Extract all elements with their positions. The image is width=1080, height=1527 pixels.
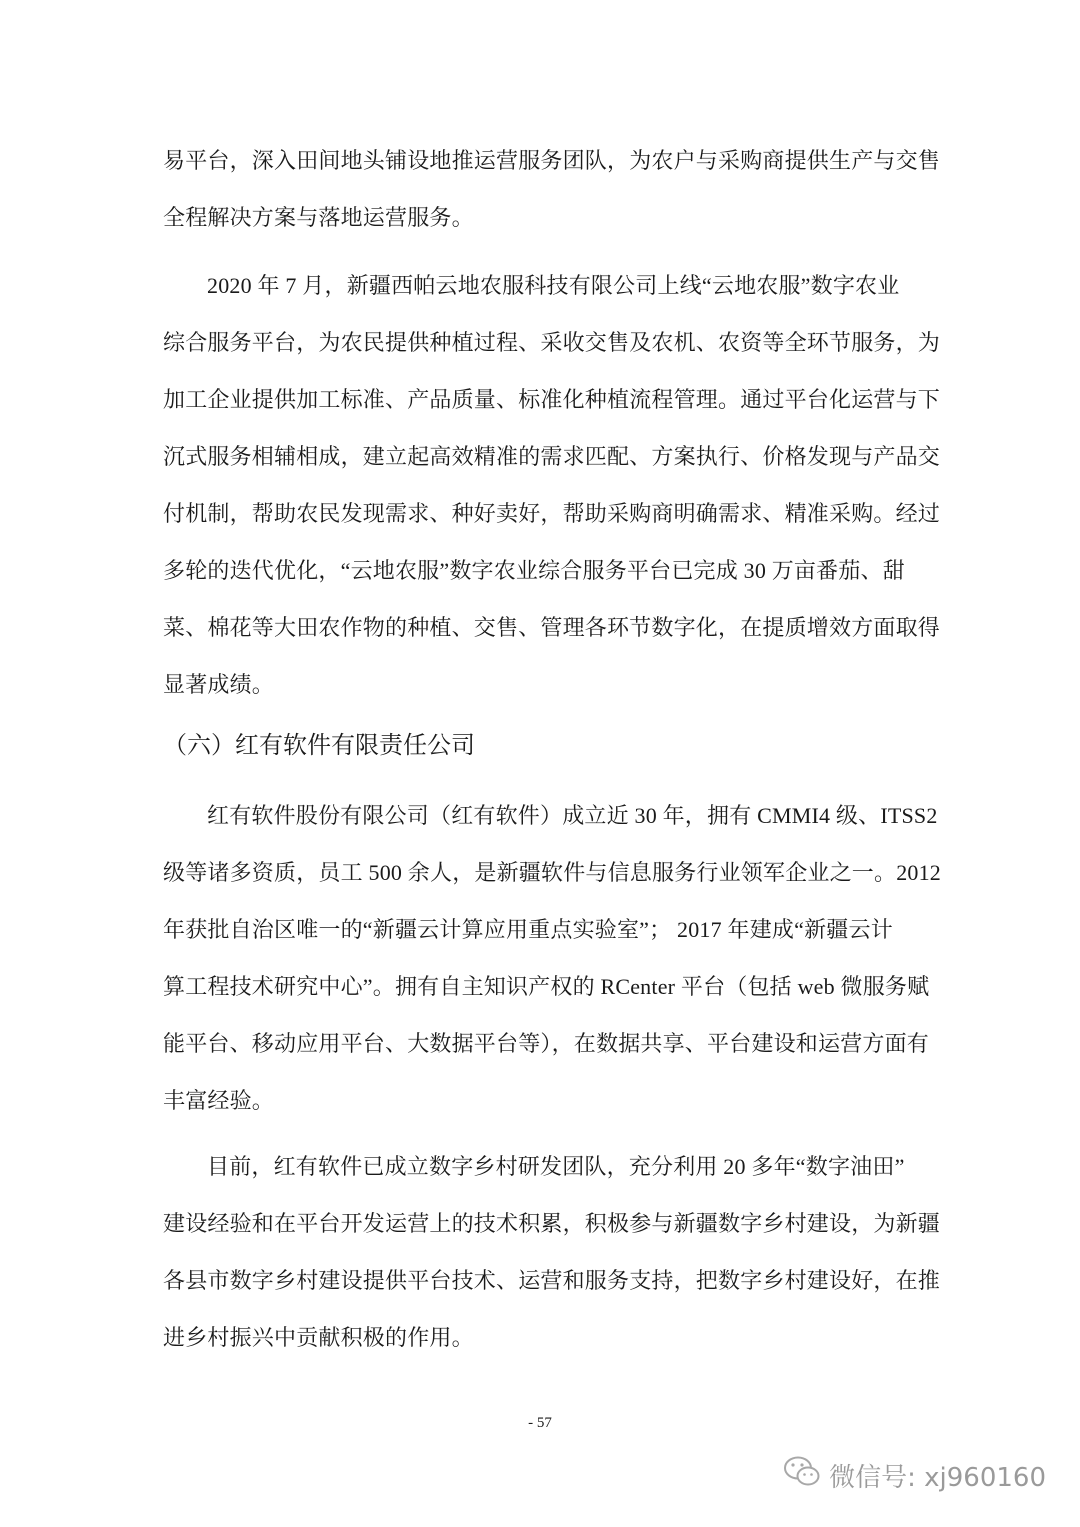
paragraph-1 — [163, 132, 941, 246]
text-line: 进乡村振兴中贡献积极的作用。 — [163, 1325, 474, 1350]
text-line: 红有软件股份有限公司（红有软件）成立近 30 年，拥有 CMMI4 级、ITSS2 — [207, 803, 938, 828]
text-line: 能平台、移动应用平台、大数据平台等），在数据共享、平台建设和运营方面有 — [163, 1031, 930, 1056]
wechat-icon — [783, 1455, 821, 1496]
text-line: 显著成绩。 — [163, 672, 275, 697]
text-line: 年获批自治区唯一的“新疆云计算应用重点实验室”； 2017 年建成“新疆云计 — [163, 917, 893, 942]
page-number: - 57 — [528, 1415, 552, 1431]
text-line: 丰富经验。 — [163, 1088, 275, 1113]
text-line: 建设经验和在平台开发运营上的技术积累，积极参与新疆数字乡村建设，为新疆 — [163, 1211, 941, 1236]
text-line: 全程解决方案与落地运营服务。 — [163, 205, 474, 230]
watermark — [783, 1455, 1046, 1496]
text-line: 各县市数字乡村建设提供平台技术、运营和服务支持，把数字乡村建设好，在推 — [163, 1268, 941, 1293]
text-line: 目前，红有软件已成立数字乡村研发团队，充分利用 20 多年“数字油田” — [207, 1154, 905, 1179]
section-heading: （六）红有软件有限责任公司 — [163, 731, 475, 759]
text-line: 加工企业提供加工标准、产品质量、标准化种植流程管理。通过平台化运营与下 — [163, 387, 941, 412]
text-line: 综合服务平台，为农民提供种植过程、采收交售及农机、农资等全环节服务，为 — [163, 330, 941, 355]
text-line: 沉式服务相辅相成，建立起高效精准的需求匹配、方案执行、价格发现与产品交 — [163, 444, 941, 469]
text-line: 2020 年 7 月，新疆西帕云地农服科技有限公司上线“云地农服”数字农业 — [207, 273, 900, 298]
text-line: 菜、棉花等大田农作物的种植、交售、管理各环节数字化，在提质增效方面取得 — [163, 615, 941, 640]
paragraph-2 — [163, 257, 941, 713]
paragraph-4 — [163, 1138, 941, 1366]
text-line: 算工程技术研究中心”。拥有自主知识产权的 RCenter 平台（包括 web 微服务赋 — [163, 974, 930, 999]
watermark-text: 微信号: xj960160 — [829, 1463, 1046, 1493]
text-line: 多轮的迭代优化，“云地农服”数字农业综合服务平台已完成 30 万亩番茄、甜 — [163, 558, 905, 583]
text-line: 易平台，深入田间地头铺设地推运营服务团队，为农户与采购商提供生产与交售 — [163, 148, 941, 173]
text-line: 级等诸多资质，员工 500 余人，是新疆软件与信息服务行业领军企业之一。2012 — [163, 860, 942, 885]
paragraph-3 — [163, 787, 942, 1129]
text-line: 付机制，帮助农民发现需求、种好卖好，帮助采购商明确需求、精准采购。经过 — [163, 501, 941, 526]
